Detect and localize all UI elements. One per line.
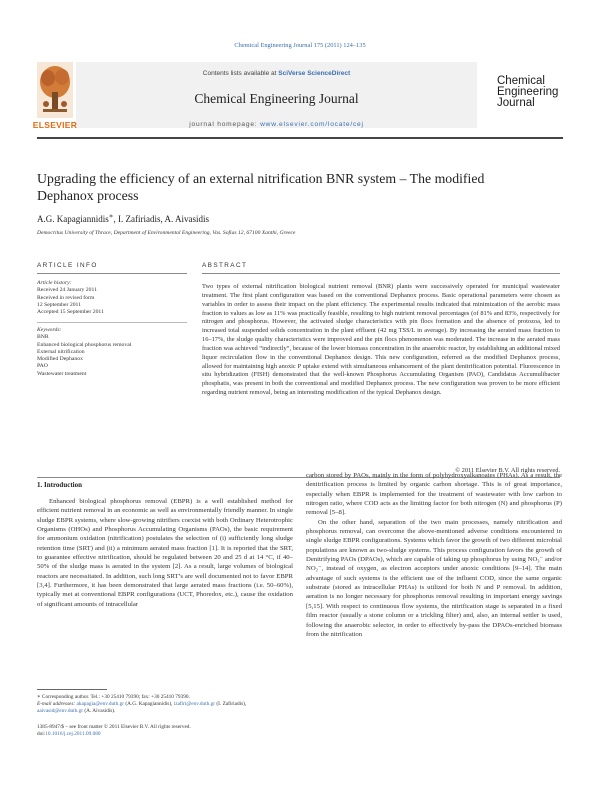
doi-link[interactable]: 10.1016/j.cej.2011.09.080 (45, 731, 101, 738)
cover-line: Journal (497, 97, 535, 109)
intro-paragraph: Enhanced biological phosphorus removal (EBPR) is a well established method for efficient nutrient removal in an economic as well as environmentally friendly manner. In single sludge EBPR systems, where slow-growing nitrifiers coexist with both Ordinary Heterotrophic Organisms (OHOs) and Phosphorus Accumulating Organisms (PAOs), the basic requirement for ammonium oxidation (nitrification) postulates the selection of (i) sufficiently long sludge retention time (SRT) and (ii) a minimum aerated mass fraction [1]. It is reported that the SRT, to guarantee effective nitrification, should be regulated between 20 and 25 d at 14 °C, if 40–50% of the sludge mass is aerated in the system [2]. As a result, large volumes of biological reactors are necessitated. In addition, such long SRT’s are well documented not to favor EBPR [3,4]. Furthermore, it has been demonstrated that large aerated mass fractions (i.e. 50–60%), typically met at conventional EBPR configurations (UCT, Phoredox, etc.), cause the oxidation of significant amounts of intracellular (37, 498, 293, 608)
history-item: Received 24 January 2011 (37, 287, 97, 294)
footnote-contact: ∗ Corresponding author. Tel.: +30 25410 79390; fax: +30 25410 79390. (37, 694, 190, 700)
info-divider (37, 322, 187, 323)
history-item: 12 September 2011 (37, 301, 82, 308)
article-history (37, 280, 167, 316)
abstract-heading: ABSTRACT (202, 262, 248, 269)
abstract-text: Two types of external nitrification biological nutrient removal (BNR) plants were successively operated for municipal wastewater treatment. The first plant configuration was based on the conventional Dephanox process. Basic operational parameters were chosen as variables in order to assess their impact on the plant efficiency. The experimental results indicated that minimization of the aerobic mass fraction to values as low as 11% was practically feasible, resulting to high nutrient removal percentages (of 81% and 83%, respectively for nitrogen and phosphorus. However, the activated sludge characteristics with pin flocs formation and the absence of protozoa, led to increased total suspended solids concentration in the plant effluent (42 mg TSS/L in average). By increasing the aerated mass fraction to 16–17%, the sludge quality characteristics were improved and the pin flocs phenomenon was moderated. The increase in the aerated mass fraction was achieved “indirectly”, because of the lower biomass concentration in the anaerobic reactor, by establishing an additional mixed liquor recirculation flow in the conventional Dephanox design. This new configuration, referred as the modified Dephanox process, allowed for maintaining high anoxic P uptake extend with simultaneous enhancement of the plant denitrification potential. Fluorescence in situ hybridization (FISH) demonstrated that the well-known Phosphorus Accumulating Organism (PAO), Candidatus Accumulibacter phosphatis, was present in both the conventional and modified Dephanox process. The new configuration was proven to be more efficient regarding nutrient removal, being an interesting modification of the typical Dephanox design. (202, 283, 560, 397)
contents-line (76, 70, 477, 77)
body-column-left (37, 497, 293, 609)
intro-paragraph: On the other hand, separation of the two main processes, namely nitrification and phosphorus removal, can overcome the above-mentioned adverse conditions encountered in single sludge EBPR configurations. Systems which favor the growth of two different microbial populations are known as two-sludge systems. This process configuration favors the growth of Denitrifying PAOs (DPAOs), which are capable of taking up phosphorus by using NO₃⁻ and/or NO₂⁻, instead of oxygen, as electron acceptors under anoxic conditions [9–14]. The main advantage of such systems is the efficient use of the influent COD, since the same organic substrate (stored as intracellular PHAs) is utilized for both N and P removal. In addition, aeration is no longer necessary for phosphorus removal resulting in important energy savings [5,15]. With respect to continuous flow systems, the nitrification stage is separated in a fixed film reactor (usually a stone column or a trickling filter) and, also, an internal settler is used, following the anaerobic selector, in order to effectively by-pass the DPAOs-enriched biomass from the nitrification (306, 518, 562, 638)
email-label: E-mail addresses: (37, 701, 76, 708)
email-link[interactable]: izafiri@env.duth.gr (173, 701, 216, 708)
homepage-url[interactable]: www.elsevier.com/locate/cej (260, 121, 364, 128)
email-owner: (A. Aivasidis). (83, 708, 116, 715)
email-owner: (I. Zafiriadis), (215, 701, 247, 708)
affiliation: Democritus University of Thrace, Department of Environmental Engineering, Vas. Sofias 12, 67100 Xanthi, Greece (37, 230, 296, 236)
history-item: Received in revised form (37, 294, 95, 301)
paper-title (37, 170, 557, 204)
keywords-label: Keywords: (37, 327, 62, 333)
keyword: External nitrification (37, 348, 85, 355)
article-info-rule (37, 273, 187, 274)
issn-line: 1385-8947/$ – see front matter © 2011 Elsevier B.V. All rights reserved. (37, 724, 191, 730)
journal-cover-title (497, 76, 558, 109)
intro-paragraph: carbon stored by PAOs, mainly in the form of polyhydroxyalkanoates (PHAs). As a result, the denitrification process is limited by organic carbon shortage. This is of great importance, especially when EBPR is implemented for the treatment of wastewater with low carbon to nitrogen ratio, where COD acts as the limiting factor for both nitrogen (N) and phosphorus (P) removal [5–8]. (306, 472, 562, 517)
cover-line: Chemical (497, 75, 545, 87)
cover-line: Engineering (497, 86, 559, 98)
author-list (37, 212, 209, 224)
body-column-right (306, 471, 562, 639)
co-authors: , I. Zafiriadis, A. Aivasidis (113, 214, 210, 224)
homepage-label: journal homepage: (189, 121, 258, 128)
keyword: Enhanced biological phosphorus removal (37, 341, 132, 348)
corresponding-marker[interactable]: ∗ (108, 212, 114, 220)
elsevier-wordmark: ELSEVIER (32, 120, 78, 130)
keyword: PAO (37, 363, 48, 370)
article-info-heading: ARTICLE INFO (37, 262, 98, 269)
copyright-notice: © 2011 Elsevier B.V. All rights reserved. (455, 467, 560, 474)
keyword: BNR (37, 334, 49, 341)
footnote-emails (37, 701, 293, 715)
email-owner: (A.G. Kapagiannidis), (124, 701, 173, 708)
keyword: Wastewater treatment (37, 370, 87, 377)
journal-title: Chemical Engineering Journal (194, 91, 359, 106)
history-label: Article history: (37, 280, 72, 286)
contents-prefix: Contents lists available at (202, 70, 277, 77)
history-item: Accepted 15 September 2011 (37, 309, 104, 316)
journal-homepage (76, 121, 477, 128)
title-line: Upgrading the efficiency of an external nitrification BNR system – The modified (37, 171, 485, 186)
title-line: Dephanox process (37, 188, 139, 203)
keyword: Modified Dephanox (37, 356, 83, 363)
email-link[interactable]: akapagia@env.duth.gr (76, 701, 125, 708)
first-author: A.G. Kapagiannidis (37, 214, 109, 224)
doi-label: doi: (37, 731, 46, 738)
abstract-rule (202, 273, 560, 274)
journal-citation[interactable]: Chemical Engineering Journal 175 (2011) 124–135 (234, 42, 366, 49)
issn-doi (37, 724, 293, 738)
corresponding-footnote (37, 694, 293, 716)
masthead-rule (37, 137, 563, 139)
doi-line (37, 731, 293, 738)
keywords-block (37, 327, 167, 378)
introduction-heading: 1. Introduction (37, 481, 82, 489)
footnote-rule (37, 689, 107, 690)
email-link[interactable]: aaivasid@env.duth.gr (37, 708, 84, 715)
elsevier-tree-logo (37, 62, 73, 118)
sciverse-link[interactable]: SciVerse ScienceDirect (278, 70, 351, 77)
